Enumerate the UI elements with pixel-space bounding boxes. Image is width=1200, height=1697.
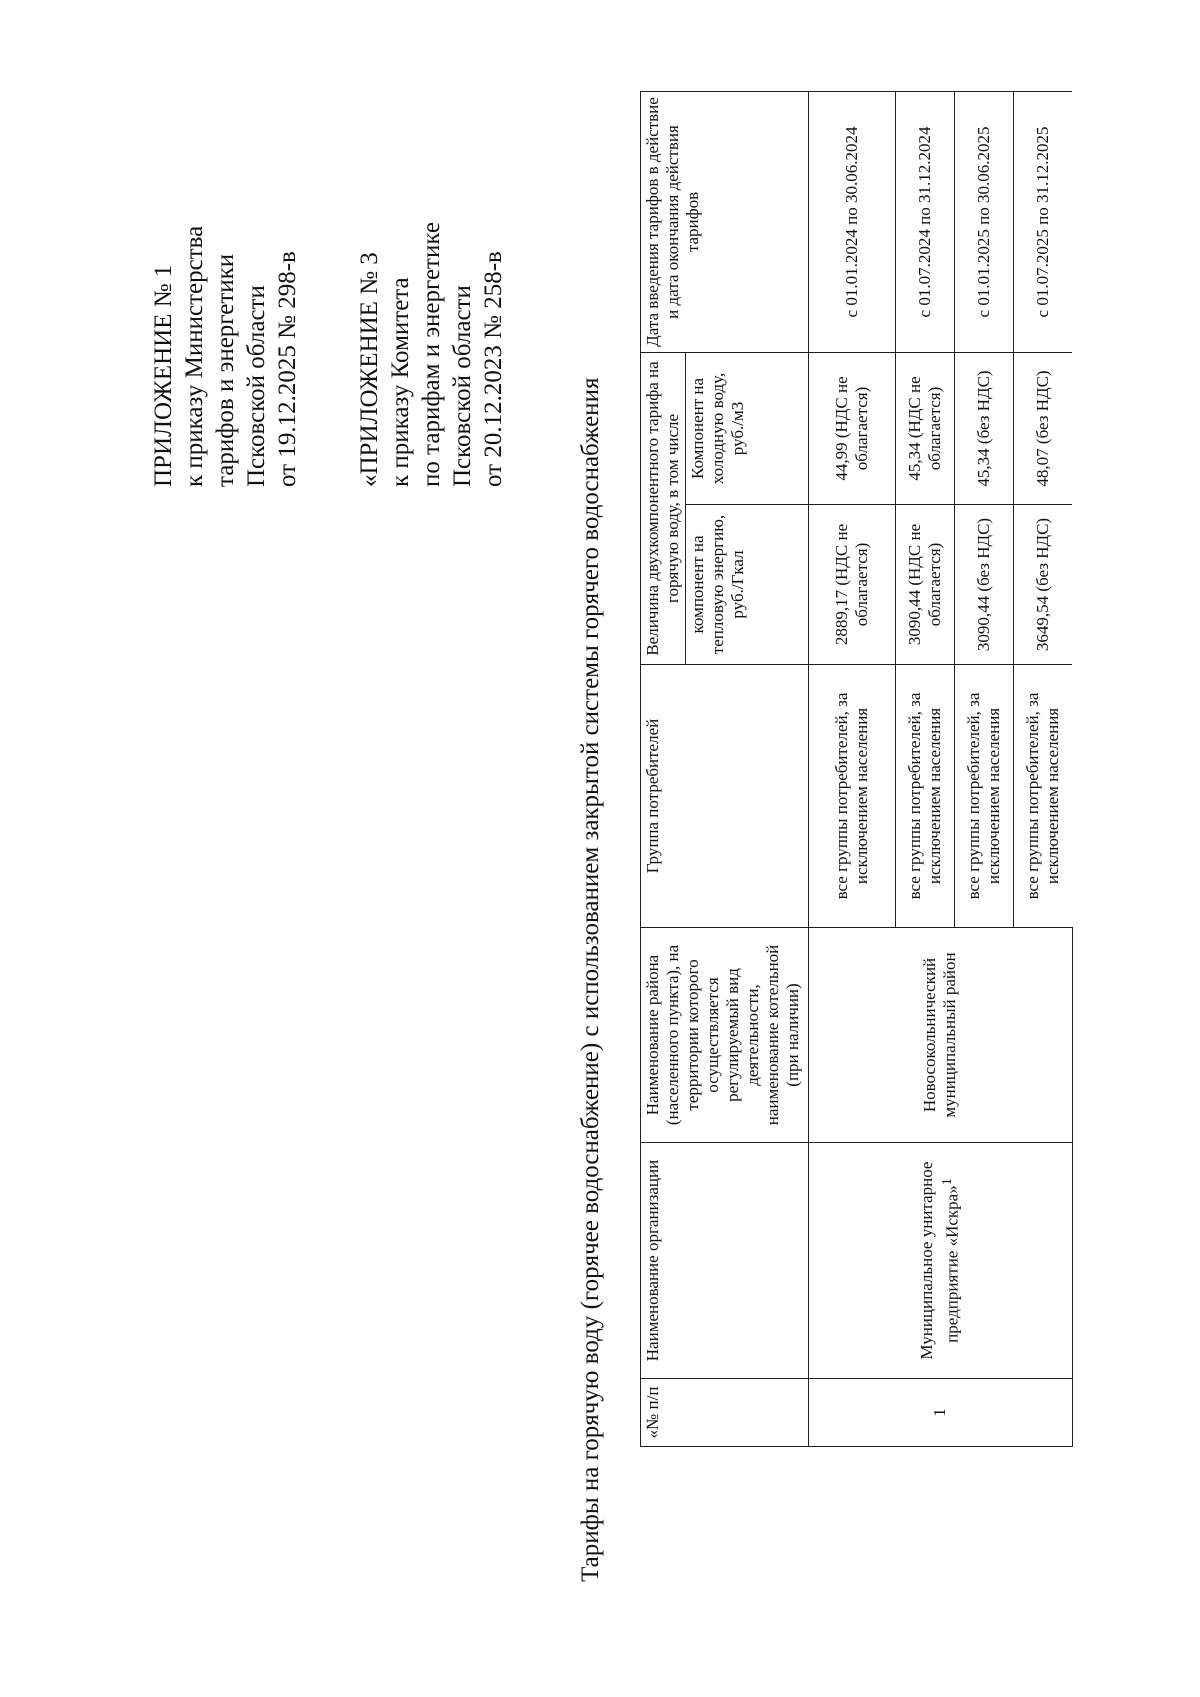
cell-group: все группы потребителей, за исключением населения: [955, 665, 1014, 928]
header-org: Наименование организации: [641, 1143, 809, 1379]
header-group: Группа потребителей: [641, 665, 809, 928]
appendix-1-line: к приказу Министерства: [181, 225, 208, 487]
header-tariff: Величина двухкомпонентного тарифа на горячую воду, в том числе: [641, 353, 686, 665]
appendix-1-line: тарифов и энергетики: [212, 253, 239, 487]
appendix-1-line: ПРИЛОЖЕНИЕ № 1: [150, 264, 177, 487]
cell-heat: 2889,17 (НДС не облагается): [809, 505, 896, 665]
document-title: Тарифы на горячую воду (горячее водоснабжение) с использованием закрытой системы горячего водоснабжения: [577, 377, 604, 1582]
cell-group: все группы потребителей, за исключением населения: [896, 665, 955, 928]
cell-cold: 45,34 (без НДС): [955, 353, 1014, 505]
appendix-1-header: [148, 226, 303, 487]
appendix-3-line: по тарифам и энергетике: [418, 222, 445, 487]
appendix-1-line: от 19.12.2025 № 298-в: [274, 251, 301, 487]
cell-date: с 01.01.2025 по 30.06.2025: [955, 92, 1014, 353]
cell-org-number: 1: [809, 1379, 1073, 1447]
cell-heat: 3090,44 (без НДС): [955, 505, 1014, 665]
tariff-table: [640, 91, 1073, 1447]
appendix-3-line: Псковской области: [449, 285, 476, 487]
cell-cold: 48,07 (без НДС): [1014, 353, 1073, 505]
cell-date: с 01.01.2024 по 30.06.2024: [809, 92, 896, 353]
cell-group: все группы потребителей, за исключением населения: [1014, 665, 1073, 928]
header-cold: Компонент на холодную воду, руб./м3: [686, 353, 809, 505]
appendix-3-header: [354, 222, 509, 487]
appendix-3-line: «ПРИЛОЖЕНИЕ № 3: [356, 252, 383, 487]
cell-district: Новосокольнический муниципальный район: [809, 928, 1073, 1143]
org-footnote: 1: [939, 1178, 956, 1186]
header-num: «№ п/п: [641, 1379, 809, 1447]
header-heat: компонент на тепловую энергию, руб./Гкал: [686, 505, 809, 665]
appendix-3-line: от 20.12.2023 № 258-в: [480, 251, 507, 487]
table-row: [809, 92, 896, 1447]
header-district: Наименование района (населенного пункта), на территории которого осуществляется регулируемый вид деятельности, наименование котельной (при наличии): [641, 928, 809, 1143]
appendix-3-line: к приказу Комитета: [387, 277, 414, 487]
appendix-1-line: Псковской области: [243, 285, 270, 487]
cell-cold: 45,34 (НДС не облагается): [896, 353, 955, 505]
cell-date: с 01.07.2024 по 31.12.2024: [896, 92, 955, 353]
cell-group: все группы потребителей, за исключением населения: [809, 665, 896, 928]
cell-org-name: [809, 1143, 1073, 1379]
org-name: Муниципальное унитарное предприятие «Искра»: [917, 1161, 963, 1360]
cell-heat: 3649,54 (без НДС): [1014, 505, 1073, 665]
cell-date: с 01.07.2025 по 31.12.2025: [1014, 92, 1073, 353]
cell-heat: 3090,44 (НДС не облагается): [896, 505, 955, 665]
header-date: Дата введения тарифов в действие и дата окончания действия тарифов: [641, 92, 809, 353]
cell-cold: 44,99 (НДС не облагается): [809, 353, 896, 505]
